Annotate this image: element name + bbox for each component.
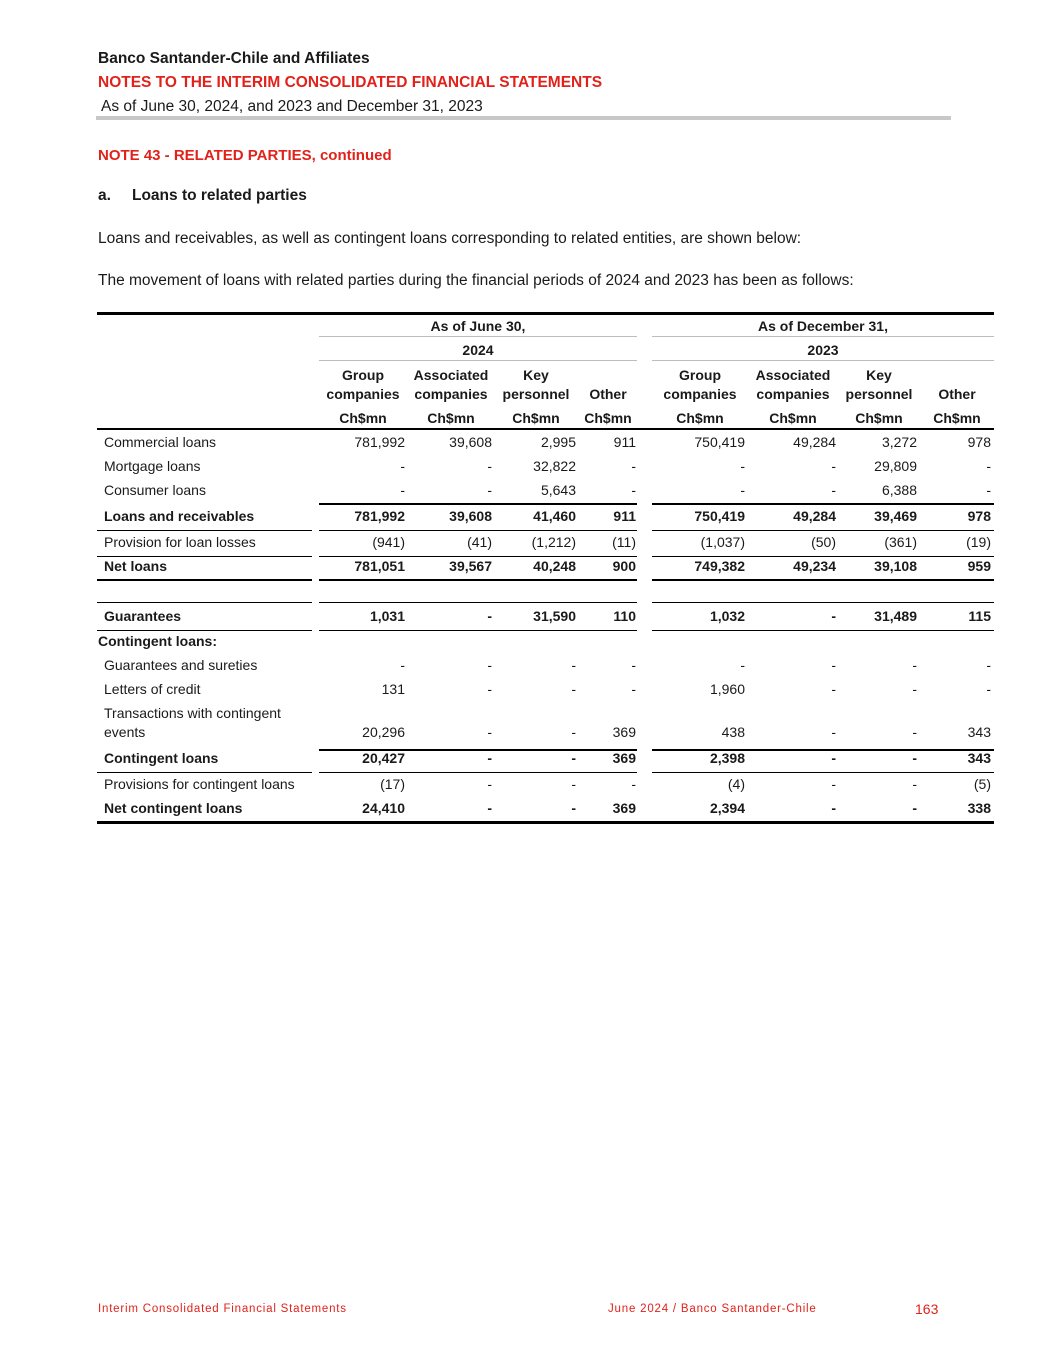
table-cell: - [912, 657, 917, 673]
table-cell: 49,234 [793, 558, 836, 574]
table-cell: - [831, 608, 836, 624]
row-label: Commercial loans [104, 434, 217, 450]
table-cell: 900 [612, 558, 636, 574]
table-cell: - [912, 681, 917, 697]
row-label: events [104, 724, 146, 740]
table-cell: 438 [721, 724, 745, 740]
table-cell: - [912, 800, 917, 816]
table-cell: 49,284 [793, 434, 836, 450]
table-row [97, 434, 994, 456]
column-header-line1: Associated [755, 367, 831, 383]
table-cell: 40,248 [533, 558, 576, 574]
column-header-line2: companies [414, 386, 488, 402]
header-divider [96, 116, 951, 120]
table-cell: - [571, 724, 576, 740]
table-cell: - [487, 458, 492, 474]
section-label: a. [98, 187, 111, 204]
table-cell: 369 [612, 800, 636, 816]
table-cell: - [740, 458, 745, 474]
table-cell: - [986, 681, 991, 697]
table-cell: - [571, 681, 576, 697]
row-rule [97, 530, 312, 531]
table-cell: 343 [967, 750, 991, 766]
table-cell: - [571, 750, 576, 766]
table-cell: 3,272 [881, 434, 917, 450]
table-cell: 39,469 [874, 508, 917, 524]
row-label: Letters of credit [104, 681, 201, 697]
table-cell: 24,410 [362, 800, 405, 816]
table-cell: 978 [967, 508, 991, 524]
table-cell: 131 [381, 681, 405, 697]
row-rule [652, 579, 994, 581]
unit-label: Ch$mn [933, 410, 981, 426]
row-label: Consumer loans [104, 482, 206, 498]
table-row [97, 681, 994, 703]
row-rule [319, 556, 637, 557]
table-cell: - [487, 800, 492, 816]
table-cell: (941) [372, 534, 405, 550]
table-cell: - [831, 681, 836, 697]
row-rule [652, 530, 994, 531]
column-header-line2: companies [756, 386, 830, 402]
page-number: 163 [915, 1301, 939, 1317]
row-rule [652, 602, 994, 603]
row-rule [97, 772, 312, 773]
row-rule [652, 630, 994, 631]
table-cell: - [831, 776, 836, 792]
table-cell: - [831, 750, 836, 766]
table-row [97, 458, 994, 480]
table-cell: 911 [613, 508, 636, 524]
table-cell: 31,590 [533, 608, 576, 624]
table-cell: - [831, 724, 836, 740]
row-rule [97, 579, 312, 581]
row-rule [319, 602, 637, 603]
row-label: Loans and receivables [104, 508, 255, 524]
table-row [97, 534, 994, 556]
table-cell: - [400, 482, 405, 498]
table-cell: 978 [967, 434, 991, 450]
footer-center: June 2024 / Banco Santander-Chile [608, 1303, 817, 1315]
table-cell: (5) [973, 776, 991, 792]
column-header-line2: personnel [845, 386, 913, 402]
row-rule [319, 579, 637, 581]
table-cell: - [400, 657, 405, 673]
table-top-rule [97, 312, 994, 315]
table-cell: - [912, 724, 917, 740]
row-rule [319, 630, 637, 631]
intro-paragraph: Loans and receivables, as well as contingent loans corresponding to related entities, are shown below: [98, 230, 802, 247]
table-cell: 2,394 [709, 800, 745, 816]
table-cell: - [571, 657, 576, 673]
table-cell: - [487, 657, 492, 673]
row-rule [319, 503, 637, 505]
table-cell: 49,284 [793, 508, 836, 524]
column-header-line2: companies [663, 386, 737, 402]
column-header-line2: Other [589, 386, 627, 402]
table-cell: 749,382 [694, 558, 745, 574]
row-label: Mortgage loans [104, 458, 201, 474]
table-cell: 343 [967, 724, 991, 740]
table-cell: - [631, 681, 636, 697]
table-cell: - [631, 482, 636, 498]
table-cell: 959 [967, 558, 991, 574]
table-cell: - [986, 458, 991, 474]
period-header-june: As of June 30, [430, 318, 526, 334]
row-rule [97, 602, 312, 603]
table-row [97, 750, 994, 772]
table-cell: 41,460 [533, 508, 576, 524]
table-cell: 5,643 [540, 482, 576, 498]
table-cell: 911 [613, 434, 636, 450]
table-row [97, 608, 994, 630]
table-cell: - [487, 681, 492, 697]
unit-label: Ch$mn [584, 410, 632, 426]
table-cell: 31,489 [874, 608, 917, 624]
header-rule [652, 360, 994, 361]
table-cell: - [487, 608, 492, 624]
header-rule [652, 336, 994, 337]
table-cell: 1,960 [709, 681, 745, 697]
table-cell: 750,419 [694, 434, 745, 450]
table-cell: (41) [467, 534, 492, 550]
table-cell: - [487, 776, 492, 792]
table-cell: - [571, 800, 576, 816]
table-cell: - [631, 657, 636, 673]
table-cell: 2,398 [709, 750, 745, 766]
table-cell: 781,051 [354, 558, 405, 574]
unit-label: Ch$mn [676, 410, 724, 426]
row-rule [652, 503, 994, 505]
table-cell: 6,388 [881, 482, 917, 498]
row-rule [652, 556, 994, 557]
row-rule [319, 530, 637, 531]
table-cell: - [986, 657, 991, 673]
movement-paragraph: The movement of loans with related parties during the financial periods of 2024 and 2023 has been as follows: [98, 272, 854, 289]
row-label: Contingent loans [104, 750, 219, 766]
table-cell: - [740, 482, 745, 498]
column-header-line2: Other [938, 386, 976, 402]
table-cell: 1,031 [369, 608, 405, 624]
header-rule [319, 336, 637, 337]
table-cell: 39,608 [449, 508, 492, 524]
row-label: Net loans [104, 558, 168, 574]
column-header-line1: Group [342, 367, 384, 383]
row-label: Provisions for contingent loans [104, 776, 295, 792]
table-cell: (11) [612, 534, 636, 550]
table-cell: - [986, 482, 991, 498]
notes-title: NOTES TO THE INTERIM CONSOLIDATED FINANCIAL STATEMENTS [98, 74, 603, 91]
table-cell: 781,992 [354, 434, 405, 450]
column-header-line1: Key [866, 367, 892, 383]
table-cell: - [487, 482, 492, 498]
unit-label: Ch$mn [769, 410, 817, 426]
header-bottom-rule [97, 428, 994, 430]
row-label: Net contingent loans [104, 800, 243, 816]
column-header-line1: Group [679, 367, 721, 383]
table-cell: - [631, 458, 636, 474]
table-cell: (4) [727, 776, 745, 792]
column-header-line1: Key [523, 367, 549, 383]
unit-label: Ch$mn [512, 410, 560, 426]
row-rule [97, 556, 312, 557]
table-cell: - [831, 657, 836, 673]
row-label: Guarantees and sureties [104, 657, 258, 673]
table-row [97, 657, 994, 679]
row-label: Guarantees [104, 608, 182, 624]
company-name: Banco Santander-Chile and Affiliates [98, 50, 370, 67]
table-row [97, 705, 994, 740]
table-cell: - [631, 776, 636, 792]
row-label: Contingent loans: [98, 633, 217, 649]
table-row [97, 633, 994, 655]
table-cell: 20,427 [362, 750, 405, 766]
table-cell: - [400, 458, 405, 474]
table-cell: 338 [967, 800, 991, 816]
table-cell: (361) [884, 534, 917, 550]
unit-label: Ch$mn [427, 410, 475, 426]
row-rule [97, 630, 312, 631]
table-cell: - [831, 800, 836, 816]
row-rule [652, 772, 994, 773]
table-cell: (19) [966, 534, 991, 550]
row-label: Provision for loan losses [104, 534, 256, 550]
year-header-2024: 2024 [462, 342, 494, 358]
note-title: NOTE 43 - RELATED PARTIES, continued [98, 147, 392, 164]
table-cell: 369 [612, 724, 636, 740]
table-cell: 29,809 [874, 458, 917, 474]
table-cell: - [831, 482, 836, 498]
unit-label: Ch$mn [855, 410, 903, 426]
table-cell: (1,212) [531, 534, 576, 550]
period-header-december: As of December 31, [758, 318, 888, 334]
table-cell: 750,419 [694, 508, 745, 524]
table-row [97, 800, 994, 822]
table-cell: 39,567 [449, 558, 492, 574]
row-label: Transactions with contingent [104, 705, 281, 721]
table-cell: 39,108 [874, 558, 917, 574]
period-subtitle: As of June 30, 2024, and 2023 and December 31, 2023 [101, 98, 483, 115]
table-cell: (50) [811, 534, 836, 550]
table-cell: 39,608 [449, 434, 492, 450]
section-title: Loans to related parties [132, 187, 307, 204]
table-cell: - [740, 657, 745, 673]
table-cell: - [487, 724, 492, 740]
table-cell: - [912, 776, 917, 792]
table-row [97, 558, 994, 580]
column-header-line2: personnel [502, 386, 570, 402]
row-rule [319, 772, 637, 773]
unit-label: Ch$mn [339, 410, 387, 426]
table-cell: - [571, 776, 576, 792]
table-cell: - [912, 750, 917, 766]
year-header-2023: 2023 [807, 342, 839, 358]
table-bottom-rule [97, 821, 994, 824]
header-rule [319, 360, 637, 361]
table-row [97, 776, 994, 798]
table-cell: 781,992 [354, 508, 405, 524]
table-cell: 110 [613, 608, 636, 624]
table-cell: 32,822 [533, 458, 576, 474]
table-cell: - [487, 750, 492, 766]
section-heading [98, 187, 307, 205]
table-row [97, 508, 994, 530]
table-cell: (17) [380, 776, 405, 792]
table-cell: 1,032 [709, 608, 745, 624]
table-cell: 2,995 [540, 434, 576, 450]
column-header-line1: Associated [413, 367, 489, 383]
table-row [97, 482, 994, 504]
footer-left: Interim Consolidated Financial Statements [98, 1303, 347, 1315]
table-cell: - [831, 458, 836, 474]
table-cell: 115 [968, 608, 991, 624]
table-cell: 369 [612, 750, 636, 766]
column-header-line2: companies [326, 386, 400, 402]
table-cell: (1,037) [700, 534, 745, 550]
table-cell: 20,296 [362, 724, 405, 740]
